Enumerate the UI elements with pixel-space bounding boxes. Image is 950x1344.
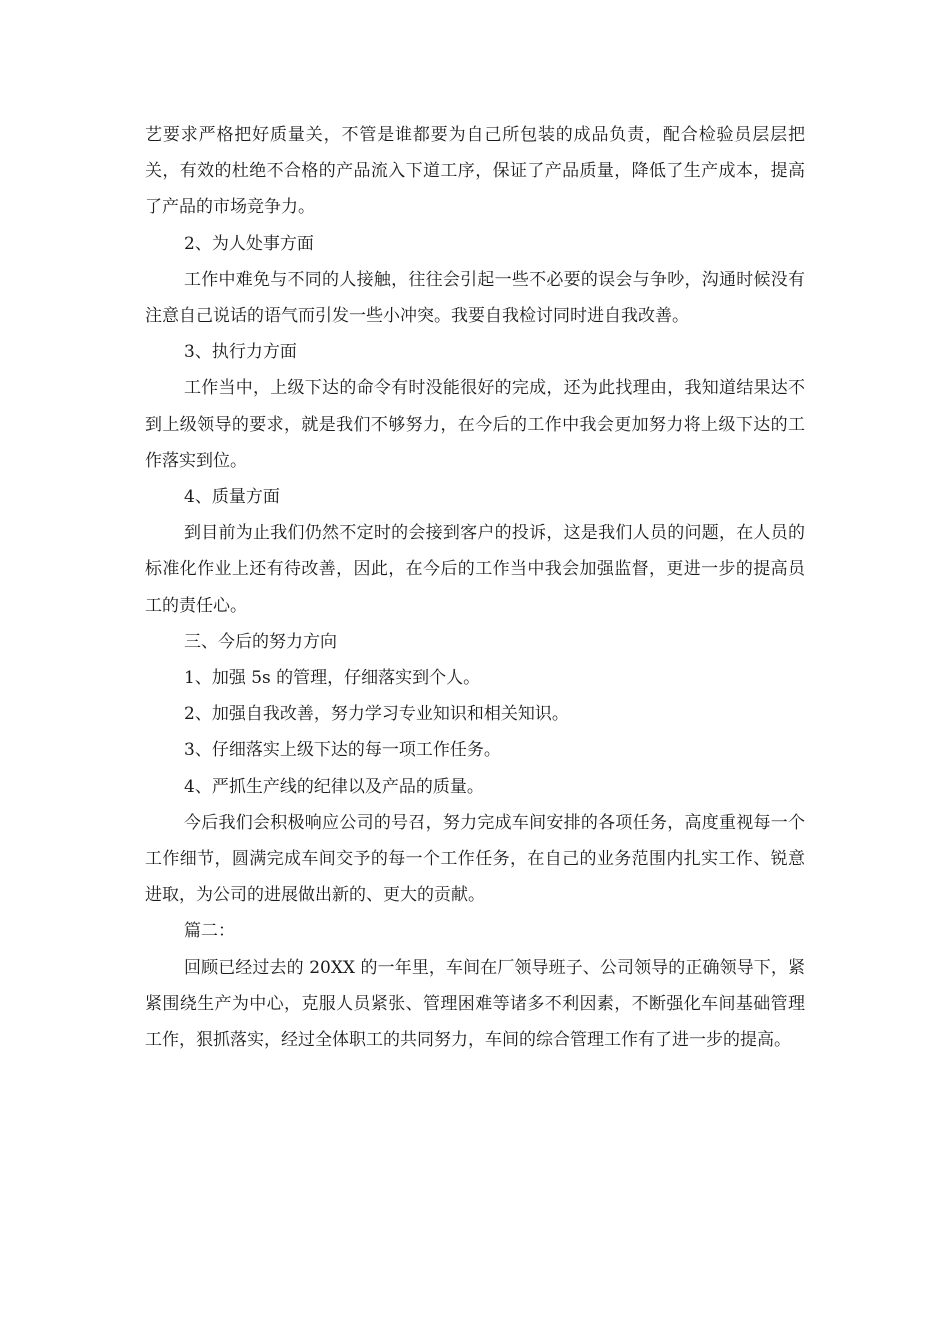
- paragraph-execution: 工作当中，上级下达的命令有时没能很好的完成，还为此找理由，我知道结果达不到上级领导的要求，就是我们不够努力，在今后的工作中我会更加努力将上级下达的工作落实到位。: [145, 378, 805, 471]
- heading-future-direction: 三、今后的努力方向: [184, 631, 337, 652]
- document-body: [145, 117, 805, 1058]
- list-item-4: 4、严抓生产线的纪律以及产品的质量。: [184, 776, 484, 797]
- list-item-1: 1、加强 5s 的管理，仔细落实到个人。: [184, 668, 481, 689]
- heading-execution: 3、执行力方面: [184, 342, 297, 363]
- heading-part-two: 篇二：: [184, 921, 235, 942]
- list-item-2: 2、加强自我改善，努力学习专业知识和相关知识。: [184, 704, 569, 725]
- list-item-3: 3、仔细落实上级下达的每一项工作任务。: [184, 740, 501, 761]
- heading-quality: 4、质量方面: [184, 487, 280, 508]
- paragraph-continuation: 艺要求严格把好质量关，不管是谁都要为自己所包装的成品负责，配合检验员层层把关，有效的杜绝不合格的产品流入下道工序，保证了产品质量，降低了生产成本，提高了产品的市场竞争力。: [145, 125, 805, 218]
- paragraph-interpersonal: 工作中难免与不同的人接触，往往会引起一些不必要的误会与争吵，沟通时候没有注意自己说话的语气而引发一些小冲突。我要自我检讨同时进自我改善。: [145, 269, 805, 327]
- heading-interpersonal: 2、为人处事方面: [184, 233, 314, 254]
- paragraph-quality: 到目前为止我们仍然不定时的会接到客户的投诉，这是我们人员的问题，在人员的标准化作业上还有待改善，因此，在今后的工作当中我会加强监督，更进一步的提高员工的责任心。: [145, 523, 805, 616]
- paragraph-conclusion: 今后我们会积极响应公司的号召，努力完成车间安排的各项任务，高度重视每一个工作细节，圆满完成车间交予的每一个工作任务，在自己的业务范围内扎实工作、锐意进取，为公司的进展做出新的、更大的贡献。: [145, 812, 805, 906]
- paragraph-review: 回顾已经过去的 20XX 的一年里，车间在厂领导班子、公司领导的正确领导下，紧紧围绕生产为中心，克服人员紧张、管理困难等诸多不利因素，不断强化车间基础管理工作，狠抓落实，经过全体职工的共同努力，车间的综合管理工作有了进一步的提高。: [145, 957, 805, 1051]
